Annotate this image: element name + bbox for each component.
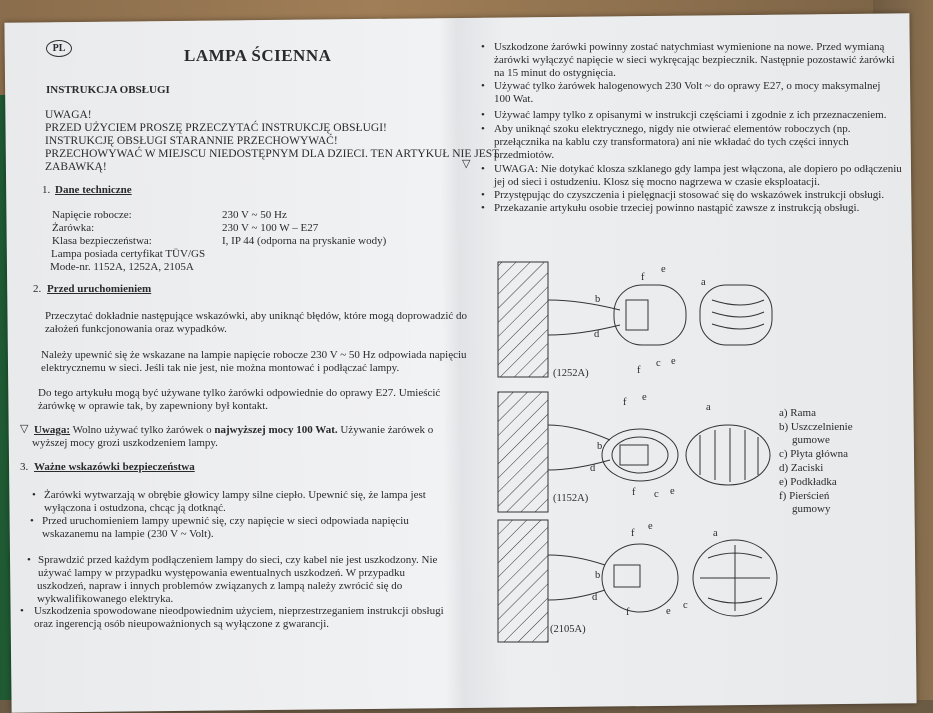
bullet-dot: • [481,41,485,53]
part-letter: e [670,486,675,497]
part-letter: e [648,521,653,532]
section-number: 3. [20,461,29,473]
legend-item: b) Uszczelnienie [779,421,853,433]
tech-value: I, IP 44 (odporna na pryskanie wody) [222,235,387,247]
note: wyższej mocy grozi uszkodzeniem lampy. [32,437,218,449]
bullet-dot: • [481,109,485,121]
paragraph: Przeczytać dokładnie następujące wskazówki, aby uniknąć błędów, które mogą doprowadzić do [45,310,468,322]
part-letter: b [597,441,603,452]
bullet-dot: • [481,202,485,214]
warning-line: PRZECHOWYWAĆ W MIEJSCU NIEDOSTĘPNYM DLA DZIECI. TEN ARTYKUŁ NIE JEST [45,148,500,160]
part-letter: e [642,392,647,403]
part-letter: d [594,329,600,340]
paragraph: Należy upewnić się że wskazane na lampie napięcie robocze 230 V ~ 50 Hz odpowiada napięciu [41,349,467,361]
part-letter: c [683,600,688,611]
part-letter: d [590,463,596,474]
bullet-text: przedmiotów. [494,149,555,161]
part-letter: f [632,487,636,498]
model-caption: (2105A) [550,624,586,635]
part-letter: a [713,528,718,539]
part-letter: b [595,294,601,305]
section-number: 1. [42,184,51,196]
model-caption: (1252A) [553,368,589,379]
part-letter: f [631,528,635,539]
part-letter: a [706,402,711,413]
part-letter: a [701,277,706,288]
paragraph: założeń funkcjonowania oraz wypadków. [45,323,227,335]
tech-value: 230 V ~ 50 Hz [222,209,287,221]
bullet-text: wyłączona i ostudzona, chcąc ją dotknąć. [44,502,226,514]
warning-line: UWAGA! [45,109,92,121]
bullet-text: używać lampy w przypadku występowania ewentualnych uszkodzeń. W przypadku [38,567,406,579]
tech-key: Klasa bezpieczeństwa: [52,235,152,247]
legend-item: c) Płyta główna [779,448,849,460]
wall-hatch [498,262,548,377]
page-title: LAMPA ŚCIENNA [184,46,332,65]
warning-line: PRZED UŻYCIEM PROSZĘ PRZECZYTAĆ INSTRUKCJĘ OBSŁUGI! [45,122,387,134]
bullet-text: żarówki wyłączyć napięcie w sieci wykręcając bezpiecznik. Następnie pozostawić żarówki [494,54,895,66]
wall-hatch [498,520,548,642]
bullet-dot: • [20,605,24,617]
bullet-text: Sprawdzić przed każdym podłączeniem lampy do sieci, czy kabel nie jest uszkodzony. Nie [38,554,438,566]
bullet-text: Uszkodzenia spowodowane nieodpowiednim użyciem, nieprzestrzeganiem instrukcji obsługi [34,605,444,617]
bullet-dot: • [32,489,36,501]
bullet-dot: • [481,80,485,92]
section-title: Przed uruchomieniem [47,283,152,295]
legend-item: gumowy [792,503,831,515]
bullet-dot: • [30,515,34,527]
legend-item: d) Zaciski [779,462,824,474]
tech-key: Napięcie robocze: [52,209,132,221]
part-letter: e [661,264,666,275]
bullet-text: wskazanemu na lampie (230 V ~ Volt). [42,528,214,540]
paragraph: żarówkę w oprawie tak, by zapewniony był kontakt. [38,400,269,412]
bullet-text: Uszkodzone żarówki powinny zostać natychmiast wymienione na nowe. Przed wymianą [494,41,885,53]
section-title: Dane techniczne [55,184,132,196]
legend-item: gumowe [792,434,830,446]
wall-hatch [498,392,548,512]
part-letter: e [666,606,671,617]
bullet-text: wykwalifikowanego elektryka. [37,593,174,605]
bullet-text: uszkodzeń, napraw i innych problemów związanych z lampą należy zwrócić się do [37,580,403,592]
bullet-dot: • [27,554,31,566]
subtitle: INSTRUKCJA OBSŁUGI [46,84,170,96]
bullet-text: Aby uniknąć szoku elektrycznego, nigdy nie otwierać elementów roboczych (np. [494,123,851,135]
models: Mode-nr. 1152A, 1252A, 2105A [50,261,194,273]
bullet-dot: • [481,123,485,135]
bullet-text: jej od sieci i ostudzeniu. Klosz się mocno nagrzewa w czasie eksploatacji. [494,176,820,188]
warning-line: INSTRUKCJĘ OBSŁUGI STARANNIE PRZECHOWYWAĆ! [45,135,338,147]
warning-triangle-icon: ▽ [462,158,471,170]
model-caption: (1152A) [553,493,589,504]
legend-item: e) Podkładka [779,476,837,488]
part-letter: f [637,365,641,376]
bullet-text: Przystępując do czyszczenia i pielęgnacji stosować się do wskazówek instrukcji obsługi. [494,189,885,201]
part-letter: d [592,592,598,603]
section-number: 2. [33,283,42,295]
part-letter: c [656,358,661,369]
bullet-dot: • [481,163,485,175]
bullet-text: Przed uruchomieniem lampy upewnić się, czy napięcie w sieci odpowiada napięciu [42,515,409,527]
bullet-text: UWAGA: Nie dotykać klosza szklanego gdy lampa jest włączona, ale dopiero po odłączeniu [494,163,902,175]
tech-key: Żarówka: [52,222,95,234]
bullet-text: 100 Wat. [494,93,534,105]
note: Uwaga: Wolno używać tylko żarówek o najwyższej mocy 100 Wat. Używanie żarówek o [34,424,434,436]
language-badge: PL [46,40,72,57]
bullet-text: przełącznika na kablu czy transformatora) ani nie wkładać do tych części innych [494,136,849,148]
part-letter: f [641,272,645,283]
bullet-text: na 15 minut do ostygnięcia. [494,67,616,79]
paragraph: Do tego artykułu mogą być używane tylko żarówki odpowiednie do oprawy E27. Umieścić [38,387,441,399]
bullet-text: Używać tylko żarówek halogenowych 230 Volt ~ do oprawy E27, o mocy maksymalnej [494,80,881,92]
part-letter: f [623,397,627,408]
legend-item: f) Pierścień [779,490,830,502]
bullet-text: oraz ingerencją osób nieupoważnionych są wyłączone z gwarancji. [34,618,330,630]
section-title: Ważne wskazówki bezpieczeństwa [34,461,195,473]
part-letter: f [626,607,630,618]
warning-triangle-icon: ▽ [20,423,29,435]
certificate: Lampa posiada certyfikat TÜV/GS [51,248,206,260]
bullet-text: Żarówki wytwarzają w obrębie głowicy lampy silne ciepło. Upewnić się, że lampa jest [44,489,426,501]
part-letter: c [654,489,659,500]
tech-value: 230 V ~ 100 W – E27 [222,222,319,234]
warning-line: ZABAWKĄ! [45,161,107,173]
bullet-text: Przekazanie artykułu osobie trzeciej powinno nastąpić zawsze z instrukcją obsługi. [494,202,860,214]
paragraph: elektrycznemu w sieci. Jeśli tak nie jest, nie można montować i podłączać lampy. [41,362,400,374]
legend-item: a) Rama [779,407,816,419]
bullet-text: Używać lampy tylko z opisanymi w instrukcji częściami i zgodnie z ich przeznaczeniem. [494,109,887,121]
part-letter: e [671,356,676,367]
part-letter: b [595,570,601,581]
bullet-dot: • [481,189,485,201]
